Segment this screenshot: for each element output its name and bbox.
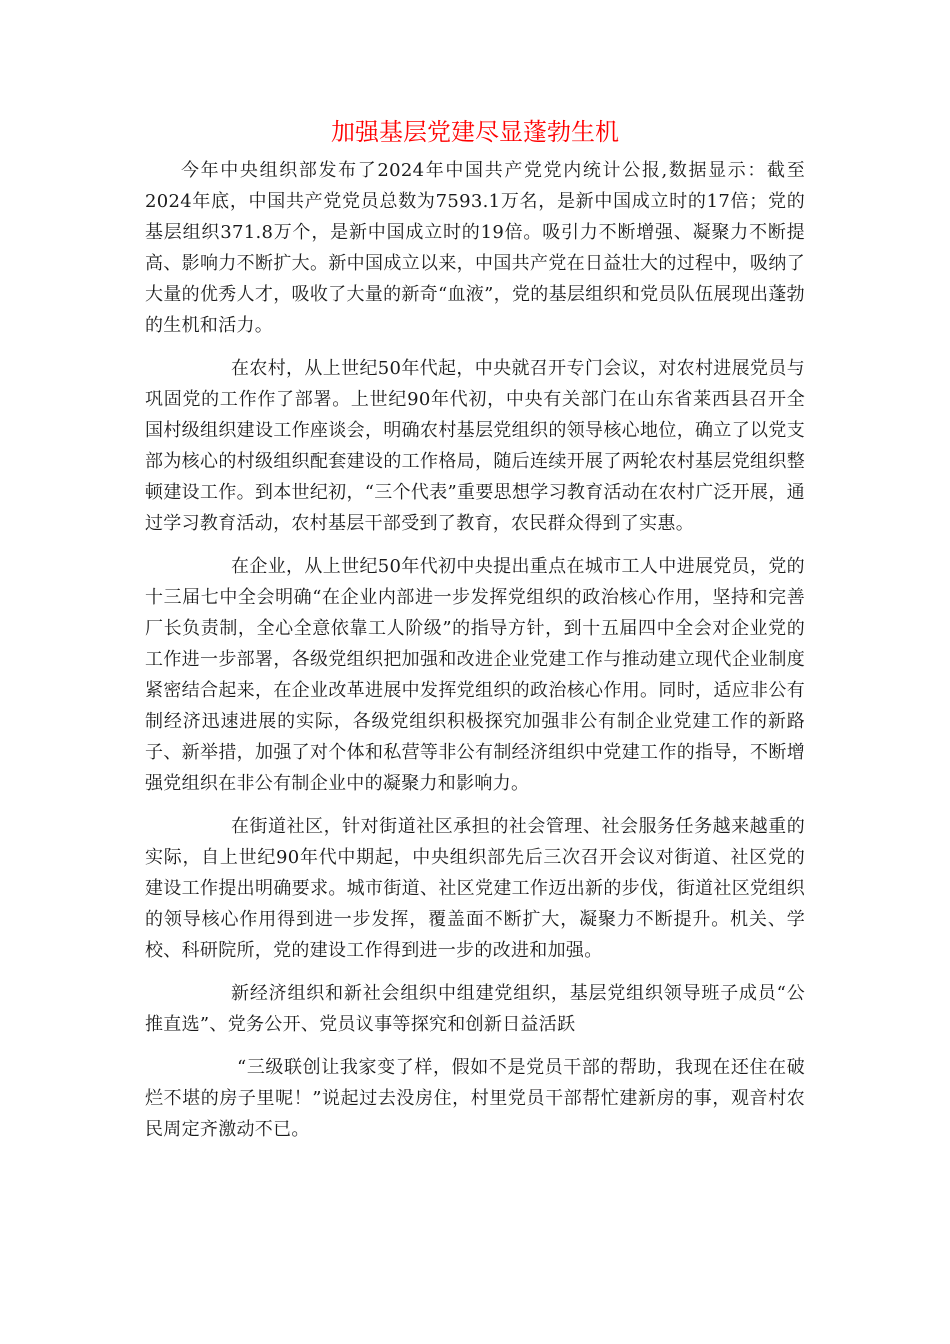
paragraph-street-communities: 在街道社区，针对街道社区承担的社会管理、社会服务任务越来越重的实际，自上世纪90年代中期起，中央组织部先后三次召开会议对街道、社区党的建设工作提出明确要求。城市街道、社区党建工作迈出新的步伐，街道社区党组织的领导核心作用得到进一步发挥，覆盖面不断扩大，凝聚力不断提升。机关、学校、科研院所，党的建设工作得到进一步的改进和加强。 [145,816,805,961]
paragraph-rural-areas: 在农村，从上世纪50年代起，中央就召开专门会议，对农村进展党员与巩固党的工作作了部署。上世纪90年代初，中央有关部门在山东省莱西县召开全国村级组织建设工作座谈会，明确农村基层党组织的领导核心地位，确立了以党支部为核心的村级组织配套建设的工作格局，随后连续开展了两轮农村基层党组织整顿建设工作。到本世纪初，“三个代表”重要思想学习教育活动在农村广泛开展，通过学习教育活动，农村基层干部受到了教育，农民群众得到了实惠。 [145,358,805,534]
paragraph-new-organizations: 新经济组织和新社会组织中组建党组织，基层党组织领导班子成员“公推直选”、党务公开、党员议事等探究和创新日益活跃 [145,983,805,1035]
document-title: 加强基层党建尽显蓬勃生机 [331,118,619,146]
paragraph-villager-quote: “三级联创让我家变了样，假如不是党员干部的帮助，我现在还住在破烂不堪的房子里呢！”说起过去没房住，村里党员干部帮忙建新房的事，观音村农民周定齐激动不已。 [145,1057,805,1140]
document-body [145,155,805,1157]
paragraph-party-statistics: 今年中央组织部发布了2024年中国共产党党内统计公报,数据显示：截至2024年底，中国共产党党员总数为7593.1万名，是新中国成立时的17倍；党的基层组织371.8万个，是新中国成立时的19倍。吸引力不断增强、凝聚力不断提高、影响力不断扩大。新中国成立以来，中国共产党在日益壮大的过程中，吸纳了大量的优秀人才，吸收了大量的新奇“血液”，党的基层组织和党员队伍展现出蓬勃的生机和活力。 [145,160,805,336]
paragraph-enterprises: 在企业，从上世纪50年代初中央提出重点在城市工人中进展党员，党的十三届七中全会明确“在企业内部进一步发挥党组织的政治核心作用，坚持和完善厂长负责制，全心全意依靠工人阶级”的指导方针，到十五届四中全会对企业党的工作进一步部署，各级党组织把加强和改进企业党建工作与推动建立现代企业制度紧密结合起来，在企业改革进展中发挥党组织的政治核心作用。同时，适应非公有制经济迅速进展的实际，各级党组织积极探究加强非公有制企业党建工作的新路子、新举措，加强了对个体和私营等非公有制经济组织中党建工作的指导，不断增强党组织在非公有制企业中的凝聚力和影响力。 [145,556,805,794]
